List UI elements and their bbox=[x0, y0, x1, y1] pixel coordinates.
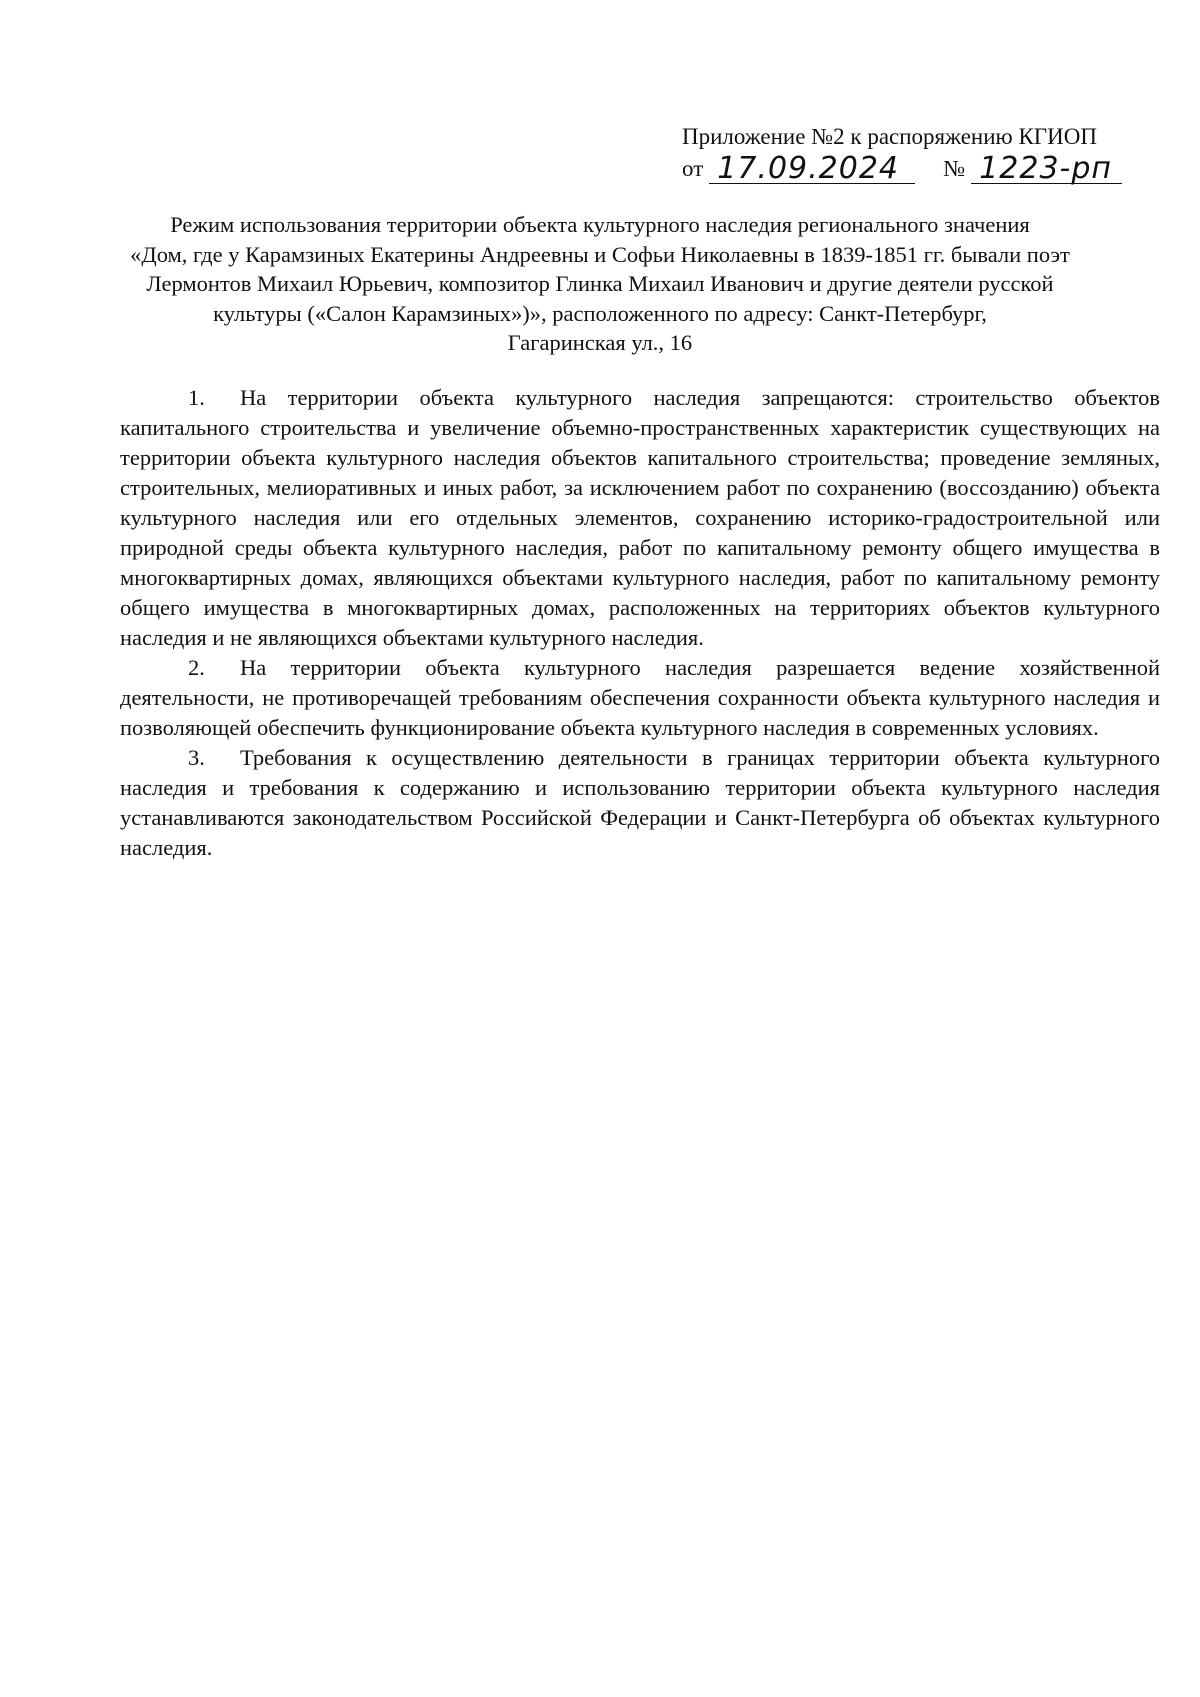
paragraph-text: Требования к осуществлению деятельности в границах территории объекта культурного наследия и требования к содержанию и использованию территории объекта культурного наследия устанавливаются законодательством Российской Федерации и Санкт-Петербурга об объектах культурного наследия. bbox=[120, 745, 1160, 860]
paragraph-3 bbox=[120, 743, 1160, 863]
appendix-header bbox=[682, 122, 1152, 184]
title-line: Гагаринская ул., 16 bbox=[507, 330, 693, 355]
appendix-title: Приложение №2 к распоряжению КГИОП bbox=[682, 124, 1097, 149]
paragraph-number: 1. bbox=[188, 385, 205, 410]
document-body bbox=[120, 383, 1160, 863]
title-line: культуры («Салон Карамзиных»)», расположенного по адресу: Санкт-Петербург, bbox=[213, 300, 987, 326]
handwritten-number: 1223-рп bbox=[971, 155, 1122, 184]
order-reference bbox=[682, 151, 1152, 186]
paragraph-text: На территории объекта культурного наследия запрещаются: строительство объектов капитального строительства и увеличение объемно-пространственных характеристик существующих на территории объекта культурного наследия объектов капитального строительства; проведение земляных, строительных, мелиоративных и иных работ, за исключением работ по сохранению (воссозданию) объекта культурного наследия или его отдельных элементов, сохранению историко-градостроительной или природной среды объекта культурного наследия, работ по капитальному ремонту общего имущества в многоквартирных домах, являющихся объектами культурного наследия, работ по капитальному ремонту общего имущества в многоквартирных домах, расположенных на территориях объектов культурного наследия и не являющихся объектами культурного наследия. bbox=[120, 385, 1160, 650]
document-title bbox=[100, 210, 1100, 358]
paragraph-text: На территории объекта культурного наследия разрешается ведение хозяйственной деятельности, не противоречащей требованиям обеспечения сохранности объекта культурного наследия и позволяющей обеспечить функционирование объекта культурного наследия в современных условиях. bbox=[120, 655, 1160, 740]
paragraph-number: 3. bbox=[188, 745, 205, 770]
from-label: от bbox=[682, 156, 704, 181]
paragraph-2 bbox=[120, 653, 1160, 743]
title-line: Режим использования территории объекта культурного наследия регионального значения bbox=[170, 212, 1030, 237]
title-line: Лермонтов Михаил Юрьевич, композитор Глинка Михаил Иванович и другие деятели русской bbox=[146, 271, 1054, 296]
handwritten-date: 17.09.2024 bbox=[709, 155, 915, 184]
paragraph-1 bbox=[120, 383, 1160, 653]
paragraph-number: 2. bbox=[188, 655, 205, 680]
number-label: № bbox=[943, 156, 966, 181]
title-line: «Дом, где у Карамзиных Екатерины Андреевны и Софьи Николаевны в 1839-1851 гг. бывали поэт bbox=[130, 241, 1070, 267]
